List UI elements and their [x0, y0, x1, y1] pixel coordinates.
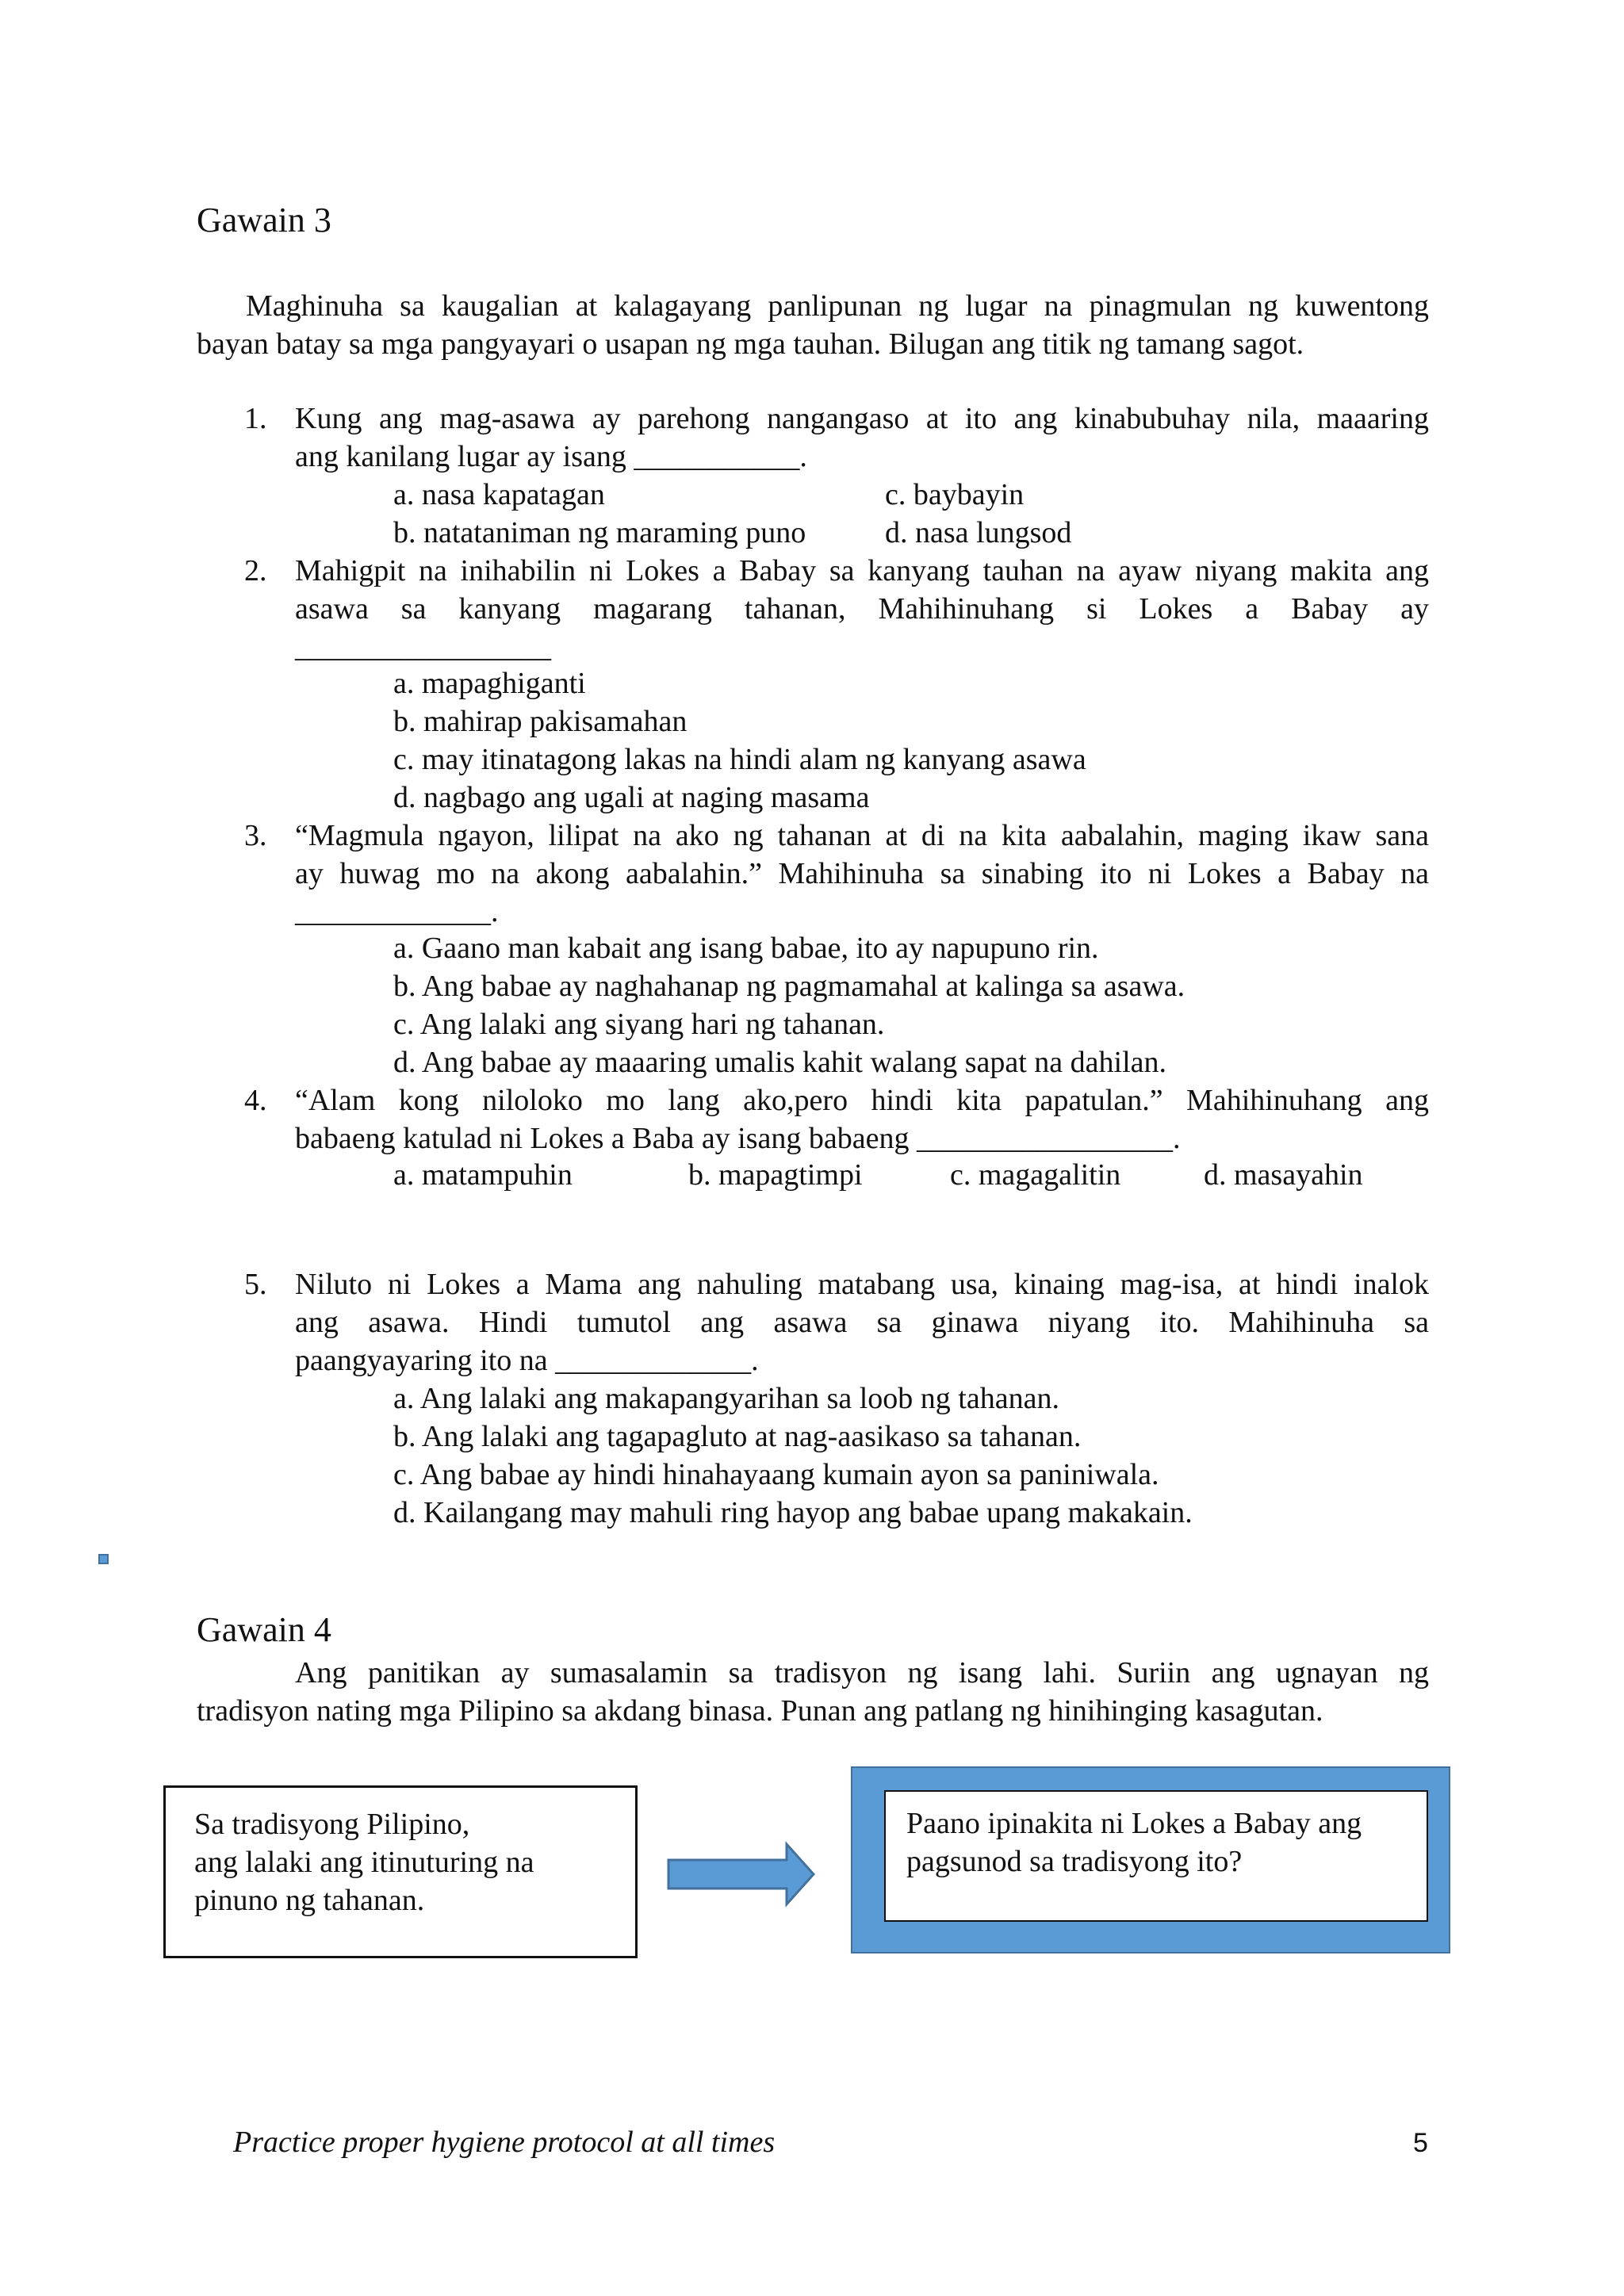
- answer-box-frame: [851, 1766, 1450, 1954]
- question-text-line: asawa sa kanyang magarang tahanan, Mahihinuhang si Lokes a Babay ay: [295, 592, 1429, 626]
- gawain-4-instructions: Ang panitikan ay sumasalamin sa tradisyon ng isang lahi. Suriin ang ugnayan ng tradisyon nating mga Pilipino sa akdang binasa. Punan ang patlang ng hinihinging kasagutan.: [197, 1656, 1429, 1728]
- question-text-line: “Alam kong niloloko mo lang ako,pero hindi kita papatulan.” Mahihinuhang ang: [295, 1084, 1429, 1117]
- right-arrow-icon: [666, 1841, 817, 1908]
- gawain-3-instructions: Maghinuha sa kaugalian at kalagayang panlipunan ng lugar na pinagmulan ng kuwentong bayan batay sa mga pangyayari o usapan ng mga tauhan. Bilugan ang titik ng tamang sagot.: [197, 289, 1429, 361]
- question-text-line: Kung ang mag-asawa ay parehong nangangaso at ito ang kinabubuhay nila, maaaring: [295, 402, 1429, 435]
- choice-a: a. nasa kapatagan: [393, 478, 605, 511]
- choice-b: b. mahirap pakisamahan: [393, 705, 688, 738]
- choice-b: b. Ang babae ay naghahanap ng pagmamahal at kalinga sa asawa.: [393, 970, 1185, 1003]
- choice-c: c. baybayin: [885, 478, 1025, 511]
- question-text-line: “Magmula ngayon, lilipat na ako ng tahanan at di na kita aabalahin, maging ikaw sana: [295, 819, 1429, 852]
- question-text-line: Niluto ni Lokes a Mama ang nahuling matabang usa, kinaing mag-isa, at hindi inalok: [295, 1268, 1429, 1301]
- choice-a: a. Ang lalaki ang makapangyarihan sa loob ng tahanan.: [393, 1382, 1059, 1415]
- choice-b: b. mapagtimpi: [688, 1158, 863, 1192]
- answer-question-box: Paano ipinakita ni Lokes a Babay ang pagsunod sa tradisyong ito?: [884, 1790, 1428, 1922]
- answer-blank: _____________.: [295, 895, 499, 928]
- choice-c: c. Ang lalaki ang siyang hari ng tahanan.: [393, 1008, 885, 1041]
- choice-a: a. mapaghiganti: [393, 667, 586, 700]
- choice-d: d. Kailangang may mahuli ring hayop ang babae upang makakain.: [393, 1496, 1193, 1529]
- question-text-line: ay huwag mo na akong aabalahin.” Mahihinuha sa sinabing ito ni Lokes a Babay na: [295, 857, 1429, 890]
- question-text-line: ang asawa. Hindi tumutol ang asawa sa ginawa niyang ito. Mahihinuha sa: [295, 1306, 1429, 1339]
- gawain-3-title: Gawain 3: [197, 201, 331, 239]
- choice-c: c. Ang babae ay hindi hinahayaang kumain ayon sa paniniwala.: [393, 1458, 1159, 1491]
- question-text-line: Mahigpit na inihabilin ni Lokes a Babay sa kanyang tauhan na ayaw niyang makita ang: [295, 554, 1429, 587]
- choice-b: b. Ang lalaki ang tagapagluto at nag-aasikaso sa tahanan.: [393, 1420, 1082, 1453]
- choice-a: a. matampuhin: [393, 1158, 573, 1192]
- page-number: 5: [1413, 2128, 1428, 2158]
- choice-d: d. nasa lungsod: [885, 516, 1072, 549]
- answer-blank: _________________: [295, 630, 551, 664]
- choice-d: d. nagbago ang ugali at naging masama: [393, 781, 870, 814]
- worksheet-page: Gawain 3 Maghinuha sa kaugalian at kalagayang panlipunan ng lugar na pinagmulan ng kuwentong bayan batay sa mga pangyayari o usapan ng mga tauhan. Bilugan ang titik ng tamang sagot. 1. Kung ang mag-asawa ay parehong nangangaso at ito ang kinabubuhay nila, maaaring ang kanilang lugar ay isang ___________. a. nasa kapatagan c. baybayin b. natataniman ng maraming puno d. nasa lungsod 2. Mahigpit na inihabilin ni Lokes a Babay sa kanyang tauhan na ayaw niyang makita ang asawa sa kanyang magarang tahanan, Mahihinuhang si Lokes a Babay ay _________________ a. mapaghiganti b. mahirap pakisamahan c. may itinatagong lakas na hindi alam ng kanyang asawa d. nagbago ang ugali at naging masama 3. “Magmula ngayon, lilipat na ako ng tahanan at di na kita aabalahin, maging ikaw sana ay huwag mo na akong aabalahin.” Mahihinuha sa sinabing ito ni Lokes a Babay na _____________. a. Gaano man kabait ang isang babae, ito ay napupuno rin. b. Ang babae ay naghahanap ng pagmamahal at kalinga sa asawa. c. Ang lalaki ang siyang hari ng tahanan. d. Ang babae ay maaaring umalis kahit walang sapat na dahilan. 4. “Alam kong niloloko mo lang ako,pero hindi kita papatulan.” Mahihinuhang ang babaeng katulad ni Lokes a Baba ay isang babaeng _________________. a. matampuhin b. mapagtimpi c. magagalitin d. masayahin 5. Niluto ni Lokes a Mama ang nahuling matabang usa, kinaing mag-isa, at hindi inalok ang asawa. Hindi tumutol ang asawa sa ginawa niyang ito. Mahihinuha sa paangyayaring ito na _____________. a. Ang lalaki ang makapangyarihan sa loob ng tahanan. b. Ang lalaki ang tagapagluto at nag-aasikaso sa tahanan. c. Ang babae ay hindi hinahayaang kumain ayon sa paniniwala. d. Kailangang may mahuli ring hayop ang babae upang makakain. Gawain 4 Ang panitikan ay sumasalamin sa tradisyon ng isang lahi. Suriin ang ugnayan ng tradisyon nating mga Pilipino sa akdang binasa. Punan ang patlang ng hinihinging kasagutan. Sa tradisyong Pilipino, ang lalaki ang itinuturing na pinuno ng tahanan. Paano ipinakita ni Lokes a Babay ang pagsunod sa tradisyong ito? Practice proper hygiene protocol at all times 5: [0, 0, 1624, 2296]
- question-text-line: babaeng katulad ni Lokes a Baba ay isang babaeng _________________.: [295, 1122, 1181, 1155]
- anchor-marker-icon: [98, 1554, 109, 1564]
- question-text-line: paangyayaring ito na _____________.: [295, 1344, 759, 1377]
- question-text-line: ang kanilang lugar ay isang ___________.: [295, 440, 807, 473]
- choice-c: c. magagalitin: [950, 1158, 1121, 1192]
- tradition-statement-box: Sa tradisyong Pilipino, ang lalaki ang itinuturing na pinuno ng tahanan.: [163, 1785, 638, 1958]
- gawain-4-title: Gawain 4: [197, 1610, 331, 1649]
- choice-c: c. may itinatagong lakas na hindi alam ng kanyang asawa: [393, 743, 1086, 776]
- choice-a: a. Gaano man kabait ang isang babae, ito ay napupuno rin.: [393, 932, 1099, 965]
- choice-b: b. natataniman ng maraming puno: [393, 516, 806, 549]
- choice-d: d. masayahin: [1204, 1158, 1363, 1192]
- choice-d: d. Ang babae ay maaaring umalis kahit walang sapat na dahilan.: [393, 1046, 1167, 1079]
- footer-text: Practice proper hygiene protocol at all times: [233, 2126, 776, 2159]
